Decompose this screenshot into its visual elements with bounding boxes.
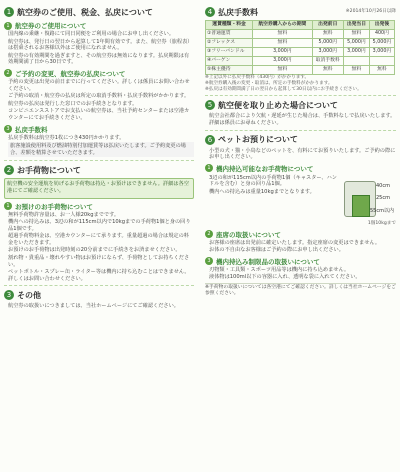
paragraph: 液体物は100ml以下の容器に入れ、透明な袋に入れてください。: [209, 274, 361, 281]
dimension-width: 40cm: [376, 182, 390, 189]
divider: [4, 285, 194, 286]
table-header: 出発前日: [312, 21, 343, 30]
table-row: [206, 66, 395, 75]
table-header: 出発後: [369, 21, 394, 30]
subsection-title: 座席の取扱いについて: [216, 230, 281, 239]
table-cell: ①普通運賃: [206, 30, 253, 39]
table-row: [206, 57, 395, 66]
paragraph: 刃物類・工具類・スポーツ用品等は機内に持ち込めません。: [209, 266, 350, 273]
subsection-header: [205, 164, 396, 173]
subsection-header: [205, 257, 396, 266]
table-cell: 無料: [253, 39, 312, 48]
table-cell: [369, 57, 394, 66]
table-cell: 3,000円: [253, 48, 312, 57]
section-header: [4, 289, 194, 301]
table-cell: 無料: [253, 30, 312, 39]
table-cell: 3,000円: [312, 48, 343, 57]
bag-icon: [352, 195, 370, 217]
section-number: 5: [205, 100, 215, 110]
table-header-row: [206, 21, 395, 30]
paragraph: 機内への持込みは、3辺の和が115cm以内で10kgまでの手荷物1個と身の回り品1個です。: [8, 219, 191, 232]
section-number: 4: [205, 7, 215, 17]
subsection-number: 1: [4, 202, 12, 210]
divider: [4, 160, 194, 161]
table-row: [206, 30, 395, 39]
warning-box: [4, 178, 194, 198]
section-number: 2: [4, 165, 14, 175]
footer-note: ※手荷物の取扱いについては各空港にてご確認ください。詳しくは当社ホームページをご参照ください。: [205, 284, 396, 296]
paragraph: 小型の犬・猫・小鳥などのペットを、有料にてお預りいたします。ご予約の際にお申し出ください。: [209, 147, 396, 161]
right-column: [205, 4, 396, 468]
paragraph: 3辺の和が115cm以内の手荷物1個（キャスター、ハンドルを含む）と身の回り品1個。: [209, 174, 337, 188]
subsection-header: [4, 125, 194, 134]
weight-limit-badge: 1個10kgまで: [367, 220, 396, 226]
section-title: 航空券のご使用、税金、払戻について: [17, 7, 153, 17]
table-cell: 取消手数料: [312, 57, 343, 66]
dimension-height: 55cm以内: [370, 207, 394, 214]
paragraph: 機内への持込みは重量10kgまでとなります。: [209, 188, 315, 195]
table-cell: ②フレックス: [206, 39, 253, 48]
section-title: 航空便を取り止めた場合について: [218, 100, 338, 110]
table-row: [206, 39, 395, 48]
table-cell: 400円: [369, 30, 394, 39]
subsection-header: [4, 21, 194, 30]
table-note: ※航空券購入後の変更・取消は、所定の手数料がかかります。: [205, 80, 333, 86]
paragraph: ご予約の取消・航空券の払戻は所定の取消手数料・払戻手数料がかかります。: [8, 93, 190, 100]
section-header: [4, 164, 194, 176]
section-title: 払戻手数料: [218, 7, 258, 17]
subsection-header: [4, 202, 194, 211]
subsection-title: 機内持込み制限品の取扱いについて: [216, 257, 320, 266]
warning-text: 航空機の安全運航を妨げるお手荷物は持込・お預けはできません。詳細は各空港にてご確認ください。: [7, 181, 189, 194]
table-cell: ⑤株主優待: [206, 66, 253, 75]
section-title: ペットお預りについて: [218, 135, 298, 145]
refund-fee-table: [205, 20, 395, 75]
table-cell: 無料: [344, 66, 370, 75]
subsection-number: 2: [205, 230, 213, 238]
subsection-header: [205, 230, 396, 239]
section-title: お手荷物について: [17, 165, 81, 175]
subsection-number: 3: [4, 125, 12, 133]
paragraph: 航空券の有効期間を過ぎますと、その航空券は無効になります。払戻期限は有効期間満了日から30日です。: [8, 52, 190, 66]
table-cell: 無料: [253, 66, 312, 75]
paragraph: お体の不自由なお客様はご予約の際にお申し出ください。: [209, 247, 344, 254]
section-header: [205, 134, 396, 146]
subsection-title: 航空券のご使用について: [15, 22, 87, 30]
paragraph: 割れ物・貴重品・壊れやすい物はお預けにならず、手荷物としてお持ちください。: [8, 255, 190, 268]
paragraph: 払戻手数料は航空券1枚につき430円かかります。: [8, 134, 125, 141]
subsection-header: [4, 69, 194, 78]
section-header: [205, 99, 396, 111]
table-row: [206, 48, 395, 57]
section-header: [4, 6, 194, 18]
subsection-number: 1: [4, 22, 12, 30]
paragraph: 国内線の乗継・復路にて同日同便をご利用の場合にお申し出ください。: [8, 31, 175, 37]
section-number: 1: [4, 7, 14, 17]
table-cell: ④バーゲン: [206, 57, 253, 66]
subsection-title: ご予約の変更、航空券の払戻について: [15, 69, 126, 78]
table-cell: 5,000円: [369, 39, 394, 48]
dimension-depth: 25cm: [376, 194, 390, 201]
subsection-title: 払戻手数料: [15, 125, 48, 134]
paragraph: 無料手荷物許容量は、お一人様20kgまでです。: [8, 211, 120, 218]
subsection-number: 1: [205, 164, 213, 172]
table-note: ※上記以外に払戻手数料（430円）がかかります。: [205, 75, 310, 80]
table-cell: 3,000円: [369, 48, 394, 57]
notice-box: 旅客施設使用料及び燃油特別付加運賃等は払戻いたします。ご予約変更の場合、差額を精算させていただきます。: [8, 142, 194, 157]
divider: [205, 95, 396, 96]
table-cell: 5,000円: [312, 39, 343, 48]
table-note: ※払戻は有効期間満了日の翌日から起算して30日以内にお手続きください。: [205, 86, 362, 92]
table-header: 運賃種類・料金: [206, 21, 253, 30]
section-number: 3: [4, 290, 14, 300]
section-number: 6: [205, 135, 215, 145]
effective-date: ※2014年10月26日以降: [345, 9, 396, 15]
table-cell: [344, 57, 370, 66]
section-title: その他: [17, 290, 41, 300]
table-header: 出発当日: [344, 21, 370, 30]
table-cell: 無料: [369, 66, 394, 75]
subsection-title: お預けのお手荷物について: [15, 202, 93, 211]
paragraph: ペットボトル・スプレー缶・ライター等は機内に持ち込むことはできません。詳しくはお問い合わせください。: [8, 269, 190, 282]
table-cell: 無料: [312, 30, 343, 39]
paragraph: 航空券の払戻は発行した窓口でのお手続きとなります。: [8, 100, 138, 107]
paragraph: 超過手荷物料金は、空港カウンターにて承ります。重量超過の場合は規定の料金をいただきます。: [8, 233, 189, 246]
table-cell: 3,000円: [344, 48, 370, 57]
table-cell: 無料: [312, 66, 343, 75]
paragraph: 航空券は、発行日の翌日から起算して1年間有効です。また、航空券（旅程表）は搭乗されるお客様以外はご使用になれません。: [8, 38, 193, 52]
left-column: [4, 4, 194, 468]
table-cell: 5,000円: [344, 39, 370, 48]
carry-on-text: [205, 175, 337, 221]
paragraph: コンビニエンスストアでお支払いの航空券は、当社予約センターまたは空港カウンターにてお手続きください。: [8, 108, 190, 121]
table-cell: 無料: [344, 30, 370, 39]
paragraph: 航空券の取扱いにつきましては、当社ホームページにてご確認ください。: [8, 303, 179, 310]
luggage-illustration: [340, 175, 396, 221]
paragraph: 航空会社都合により欠航・遅延が生じた場合は、手数料なしで払戻いたします。詳細は係員にお尋ねください。: [209, 113, 396, 126]
carry-on-info: [205, 175, 396, 221]
table-cell: ③フリーバンドル: [206, 48, 253, 57]
section-header: [205, 6, 396, 18]
paragraph: 予約の変更は出発の前日までに行ってください。詳しくは係員にお問い合わせください。: [8, 78, 190, 92]
subsection-number: 2: [4, 69, 12, 77]
table-cell: 3,000円: [253, 57, 312, 66]
table-header: 航空券購入からの期間: [253, 21, 312, 30]
subsection-title: 機内持込可能なお手荷物について: [216, 164, 314, 173]
divider: [205, 130, 396, 131]
paragraph: お客様の座席は出発前に確定いたします。指定座席の変更はできません。: [209, 239, 381, 246]
paragraph: お預けのお手荷物は出発時刻の20分前までに手続きをお済ませください。: [8, 247, 181, 254]
subsection-number: 3: [205, 257, 213, 265]
